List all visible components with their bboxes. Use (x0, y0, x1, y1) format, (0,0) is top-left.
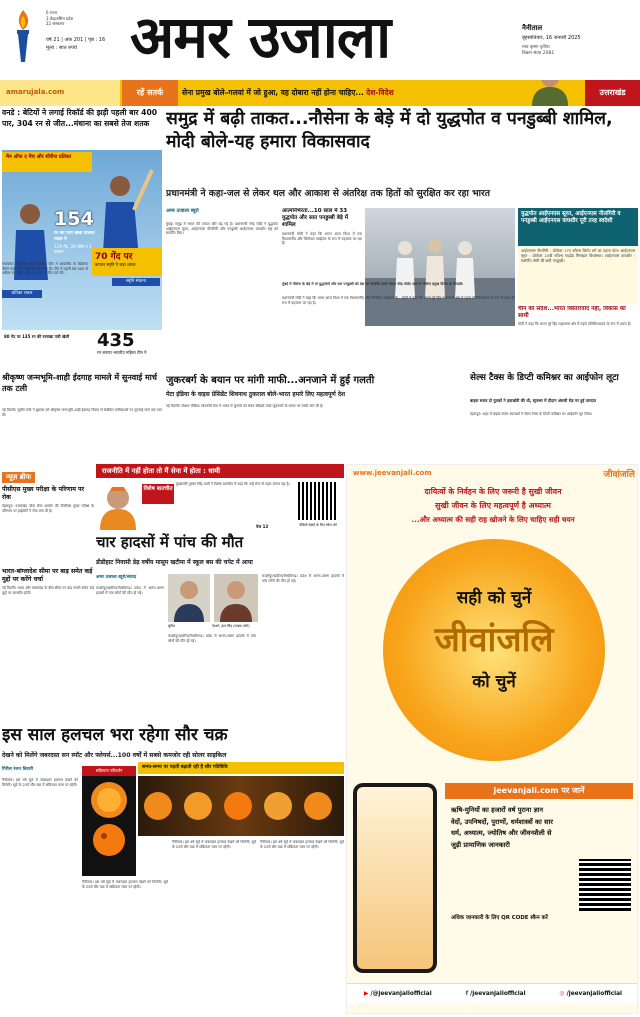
brief-body-2: नई दिल्ली। भारत और बांग्लादेश के बीच सीमा पर बाड़ लगाने समेत कई मुद्दों पर बातचीत होगी। (2, 586, 94, 595)
solar-body-4: नैनीताल। इस वर्ष सूर्य में जबरदस्त हलचल देखने को मिलेगी। सूर्य के 25वें सौर चक्र में सक्रियता चरम पर रहेगी। (260, 840, 344, 849)
ships-title: युद्धपोत आईएनएस सूरत, आईएनएस नीलगिरी व पनडुब्बी आईएनएस वाघशीर पूरी तरह स्वदेशी (521, 211, 621, 224)
ad-points (451, 805, 631, 851)
ad-point-1: ऋषि-मुनियों का हजारों वर्ष पुराना ज्ञान (451, 806, 544, 814)
accident-body-2: काशीपुर/खटीमा/पिथौरागढ़। प्रदेश में अलग-अलग हादसों में पांच लोगों की मौत हो गई। (168, 634, 256, 643)
masthead (0, 0, 640, 78)
total-caption: रन बनाया भारतीय महिला टीम ने (97, 350, 147, 355)
accident-kicker: डीडीहाट निवासी डेढ़ वर्षीय मासूम खटीमा में स्कूल बस की चपेट में आया (96, 559, 253, 566)
dhami-page-ref: पेज 13 (256, 524, 269, 529)
ad-phone-mockup (353, 783, 437, 973)
brief-headline-1: पीसीएस मुख्य परीक्षा के परिणाम पर रोक (2, 486, 85, 501)
story-zuckerberg-kicker: मेटा इंडिया के वाइस प्रेसिडेंट शिवनाथ ठुकराल बोले-भारत हमारे लिए महत्वपूर्ण देश (166, 391, 346, 398)
cricket-headline: वनडे : बेटियों ने लगाई रिकॉर्ड की झड़ी पहली बार 400 पार, 304 रन से जीत...मंधाना का सबसे तेज शतक (2, 108, 158, 128)
balls-detail: 129 गेंद, 20 चौके व 1 छक्का (54, 244, 92, 254)
dhami-qr-code[interactable] (298, 482, 336, 520)
total-figure: 435 (97, 330, 135, 351)
city-name: नैनीताल (522, 24, 543, 32)
solar-photo (82, 766, 136, 876)
runs-caption: रन की पारी खेली प्रतिका रावल ने (54, 231, 95, 242)
army-chief-photo (520, 80, 580, 106)
photo-name-pratika: प्रतिका रावल (2, 290, 42, 298)
lead-body-3: मोदी ने कहा कि भारत पूरे हिंद महासागर क्षेत्र में पहले प्रतिक्रियादाता के रूप में उभरा है। (402, 296, 516, 300)
runs-figure: 154 (54, 208, 94, 230)
story-iphone-kicker: बाइक सवार दो युवकों ने हवाखोरी की थी, स्ट्रक्चर में दीदान अंसारी रोड पर हुई वारदात (470, 398, 597, 403)
century-balls: 70 गेंद पर (95, 252, 133, 262)
ships-body: आईएनएस नीलगिरी : प्रोजेक्ट 17ए स्टील्थ फ्रिगेट वर्ग का पहला पोत। आईएनएस सूरत : प्रोजेक्ट 15बी स्टील्थ गाइडेड मिसाइल विध्वंसक। आईएनएस वाघशीर : स्कॉर्पीन श्रेणी की छठी पनडुब्बी। (521, 248, 635, 263)
china-box (518, 306, 638, 368)
story-iphone-body: देहरादून। शहर में बाइक सवार बदमाशों ने सेल्स टैक्स के डिप्टी कमिश्नर का आईफोन लूट लिया। (470, 412, 593, 416)
photo-name-mandhana: स्मृति मंधाना (112, 278, 160, 286)
ad-qr-caption: अधिक जानकारी के लिए QR CODE स्कैन करें (451, 915, 548, 921)
ships-detail-box (518, 246, 638, 304)
cricket-body: राजकोट। भारतीय महिला क्रिकेट टीम ने आयरलैंड के खिलाफ तीसरे वनडे में रिकॉर्डों की झड़ी लगा दी। टीम ने पहली बार 400 से अधिक रन बनाए और 304 रन से जीत दर्ज की। (2, 262, 88, 276)
special-talk-tag: विशेष बातचीत (142, 484, 174, 504)
website-link[interactable]: amarujala.com (6, 88, 65, 96)
accident-headline: चार हादसों में पांच की मौत (96, 533, 244, 551)
slogan-badge: रहें सतर्क (122, 80, 178, 106)
story-zuckerberg-headline: जुकरबर्ग के बयान पर मांगी माफी...अनजाने में हुई गलती (166, 375, 375, 386)
ad-tagline-1: दायित्वों के निर्वहन के लिए जरूरी है सुखी जीवन (424, 487, 562, 496)
story-janmabhoomi-body: नई दिल्ली। सुप्रीम कोर्ट ने बुधवार को श्रीकृष्ण जन्मभूमि-शाही ईदगाह विवाद से संबंधित याचिकाओं पर सुनवाई मार्च तक टाल दी। (2, 408, 162, 417)
photo-caption-2: ऐश्वर्य, इंटर सिंह (लाइफ कोर्ट) (212, 624, 250, 628)
ad-choose: सही को चुनें (456, 588, 532, 608)
tithi: माघ कृष्ण तृतीया (522, 45, 550, 50)
ad-qr-code[interactable] (579, 859, 631, 911)
ad-url-top[interactable]: www.jeevanjali.com (353, 469, 432, 477)
story-iphone-headline: सेल्स टैक्स के डिप्टी कमिश्नर का आईफोन लूटा (470, 373, 619, 383)
edition-states: 6 राज्य (46, 10, 58, 15)
solar-box-title: समय-समय पर पड़ती बढ़ाती रही है सौर गतिविधि (138, 762, 344, 774)
lead-headline: समुद्र में बढ़ी ताकत...नौसेना के बेड़े में दो युद्धपोत व पनडुब्बी शामिल, मोदी बोले-यह हमारा विकासवाद (166, 109, 613, 152)
solar-photo-tag: सक्रियता परिवर्तन (82, 766, 136, 776)
youtube-link[interactable]: ▶ /@jeevanjaliofficial (363, 990, 432, 997)
ad-logo: जीवांजलि (603, 470, 635, 480)
story-janmabhoomi-headline: श्रीकृष्ण जन्मभूमि-शाही ईदगाह मामले में सुनवाई मार्च तक टली (2, 373, 157, 393)
instagram-link[interactable]: ◎ /jeevanjaliofficial (559, 990, 623, 997)
brief-headline-2: भारत-बांग्लादेश सीमा पर बाड़ समेत कई मुद्दों पर करेंगे चर्चा (2, 568, 93, 583)
ad-tagline-3: ...और अध्यात्म की सही राह खोजने के लिए चाहिए सही चयन (411, 515, 575, 524)
solar-body-3: नैनीताल। इस वर्ष सूर्य में जबरदस्त हलचल देखने को मिलेगी। सूर्य के 25वें सौर चक्र में सक्रियता चरम पर रहेगी। (172, 840, 256, 849)
solar-byline: गिरीश रंजन तिवारी (2, 767, 33, 772)
ad-point-3: धर्म, अध्यात्म, ज्योतिष और जीवनशैली से (451, 829, 552, 837)
issue-info: वर्ष 21 | अंक 201 | पृष्ठ : 16 (46, 37, 106, 43)
news-brief (2, 464, 94, 684)
ad-tagline-2: सुखी जीवन के लिए महत्वपूर्ण है अध्यात्म (435, 501, 551, 510)
brief-body-1: देहरादून। उत्तराखंड लोक सेवा आयोग की पीसीएस मुख्य परीक्षा के परिणाम पर हाईकोर्ट ने रोक लगा दी है। (2, 504, 94, 513)
accident-body-3: काशीपुर/खटीमा/पिथौरागढ़। प्रदेश में अलग-अलग हादसों में पांच लोगों की मौत हो गई। (262, 574, 344, 583)
century-box (92, 248, 162, 276)
facebook-link[interactable]: f /jeevanjaliofficial (465, 990, 526, 997)
century-caption: कप्तान स्मृति ने जड़ा शतक (95, 262, 136, 267)
lead-body-2: प्रधानमंत्री मोदी ने कहा कि भारत आज विश्व में एक विश्वसनीय और जिम्मेदार साझेदार के रूप में पहचाना जा रहा है। (282, 296, 398, 305)
jeevanjali-ad[interactable] (346, 464, 638, 1014)
solar-cycle-strip (138, 776, 344, 836)
dhami-qr-caption: वीडियो देखने के लिए स्कैन करें (299, 523, 337, 527)
price: मूल्य : सात रुपये (46, 45, 77, 51)
top-strip (0, 80, 640, 106)
state-badge: उत्तराखंड (585, 80, 640, 106)
cricket-stat: 80 गेंद पर 135 रन की रनवाद्या पारी खेली (4, 334, 69, 339)
ad-point-4: जुड़ी प्रामाणिक जानकारी (451, 840, 510, 849)
china-title: चीन को संदेश...भारत विस्तारवाद नहीं, विकास का साथी (518, 306, 626, 319)
dhami-photo (96, 480, 140, 530)
ad-socials (347, 983, 638, 1003)
issue-date: बृहस्पतिवार, 16 जनवरी 2025 (522, 35, 581, 41)
dhami-banner: राजनीति में नहीं होता तो मैं सेना में होता : धामी (96, 464, 344, 478)
strip-section[interactable]: देश-विदेश (366, 88, 394, 97)
story-zuckerberg-body: नई दिल्ली। सोशल मीडिया प्लेटफॉर्म मेटा ने भारत में चुनावों को लेकर सीईओ मार्क जुकरबर्ग के बयान पर माफी मांग ली है। (166, 404, 324, 408)
lead-subhead: प्रधानमंत्री ने कहा-जल से लेकर थल और आकाश से अंतरिक्ष तक हितों को सुरक्षित कर रहा भारत (166, 188, 490, 199)
photo-caption-1: सुमित (168, 624, 176, 628)
solar-headline: इस साल हलचल भरा रहेगा सौर चक्र (2, 725, 228, 745)
ad-point-2: वेदों, उपनिषदों, पुराणों, धर्मशास्त्रों का सार (451, 817, 553, 826)
china-body: मोदी ने कहा कि भारत पूरे हिंद महासागर क्षेत्र में पहले प्रतिक्रियादाता के रूप में उभरा है। (518, 322, 632, 326)
dhami-story (96, 480, 344, 530)
instagram-icon: ◎ (559, 990, 565, 997)
solar-kicker: देखने को मिलेंगे जबरदस्त सन स्पॉट और फ्लेयर्स...100 वर्षों में सबसे कमजोर रही सोलर साइकिल (2, 752, 227, 759)
lead-box-body: प्रधानमंत्री मोदी ने कहा कि भारत आज विश्व में एक विश्वसनीय और जिम्मेदार साझेदार के रूप में पहचाना जा रहा है। (282, 232, 362, 246)
accident-body: काशीपुर/खटीमा/पिथौरागढ़। प्रदेश में अलग-अलग हादसों में पांच लोगों की मौत हो गई। (96, 586, 164, 595)
lead-photo-caption: मुंबई में नौसेना के बेड़े में दो युद्धपोतों और एक पनडुब्बी को देश को समर्पित करते पीएम नरेंद्र मोदी। साथ में नौसेना प्रमुख दिनेश के त्रिपाठी। (282, 282, 464, 286)
lead-box-title: आत्मनिर्भरता...10 साल में 33 युद्धपोत और सात पनडुब्बी बेड़े में शामिल (282, 208, 348, 228)
samvat: विक्रम संवत 2081 (522, 51, 555, 56)
ad-brand: जीवांजलि (434, 620, 554, 660)
dhami-body: मुख्यमंत्री पुष्कर सिंह धामी ने विशेष बातचीत में कहा कि उन्हें सेना से गहरा लगाव रहा है। (176, 482, 290, 486)
cricket-badge: मैन ऑफ द मैच और सीरीज प्रतिका (2, 152, 92, 172)
masthead-title: अमर उजाला (130, 3, 391, 71)
lead-body: मुंबई। समुद्र में भारत की ताकत और बढ़ गई है। प्रधानमंत्री नरेंद्र मोदी ने युद्धपोत आईएनएस सूरत, आईएनएस नीलगिरी और पनडुब्बी आईएनएस वाघशीर राष्ट्र को समर्पित किए। (166, 222, 278, 236)
news-brief-tag: न्यूज़ ब्रीफ (2, 472, 35, 483)
solar-body-2: नैनीताल। इस वर्ष सूर्य में जबरदस्त हलचल देखने को मिलेगी। सूर्य के 25वें सौर चक्र में सक्रियता चरम पर रहेगी। (82, 880, 168, 889)
torch-logo-icon (8, 8, 38, 64)
strip-headline[interactable]: सेना प्रमुख बोले–गलवां में जो हुआ, वह दोबारा नहीं होना चाहिए... देश-विदेश (182, 88, 394, 97)
youtube-icon: ▶ (363, 990, 369, 997)
edition-uts: 3 केंद्रशासित प्रदेश (46, 15, 74, 21)
facebook-icon: f (465, 990, 469, 997)
lead-box (282, 208, 362, 282)
solar-body: नैनीताल। इस वर्ष सूर्य में जबरदस्त हलचल देखने को मिलेगी। सूर्य के 25वें सौर चक्र में सक्रियता चरम पर रहेगी। (2, 778, 78, 787)
accident-photos (168, 574, 258, 630)
accident-byline: अमर उजाला ब्यूरो/संवाद (96, 575, 137, 580)
ad-choose-2: को चुनें (472, 672, 516, 692)
ad-cta-button[interactable]: jeevanjali.com पर जानें (445, 783, 633, 799)
lead-byline: अमर उजाला ब्यूरो (166, 208, 199, 214)
edition-count: 22 संस्करण (46, 21, 65, 26)
